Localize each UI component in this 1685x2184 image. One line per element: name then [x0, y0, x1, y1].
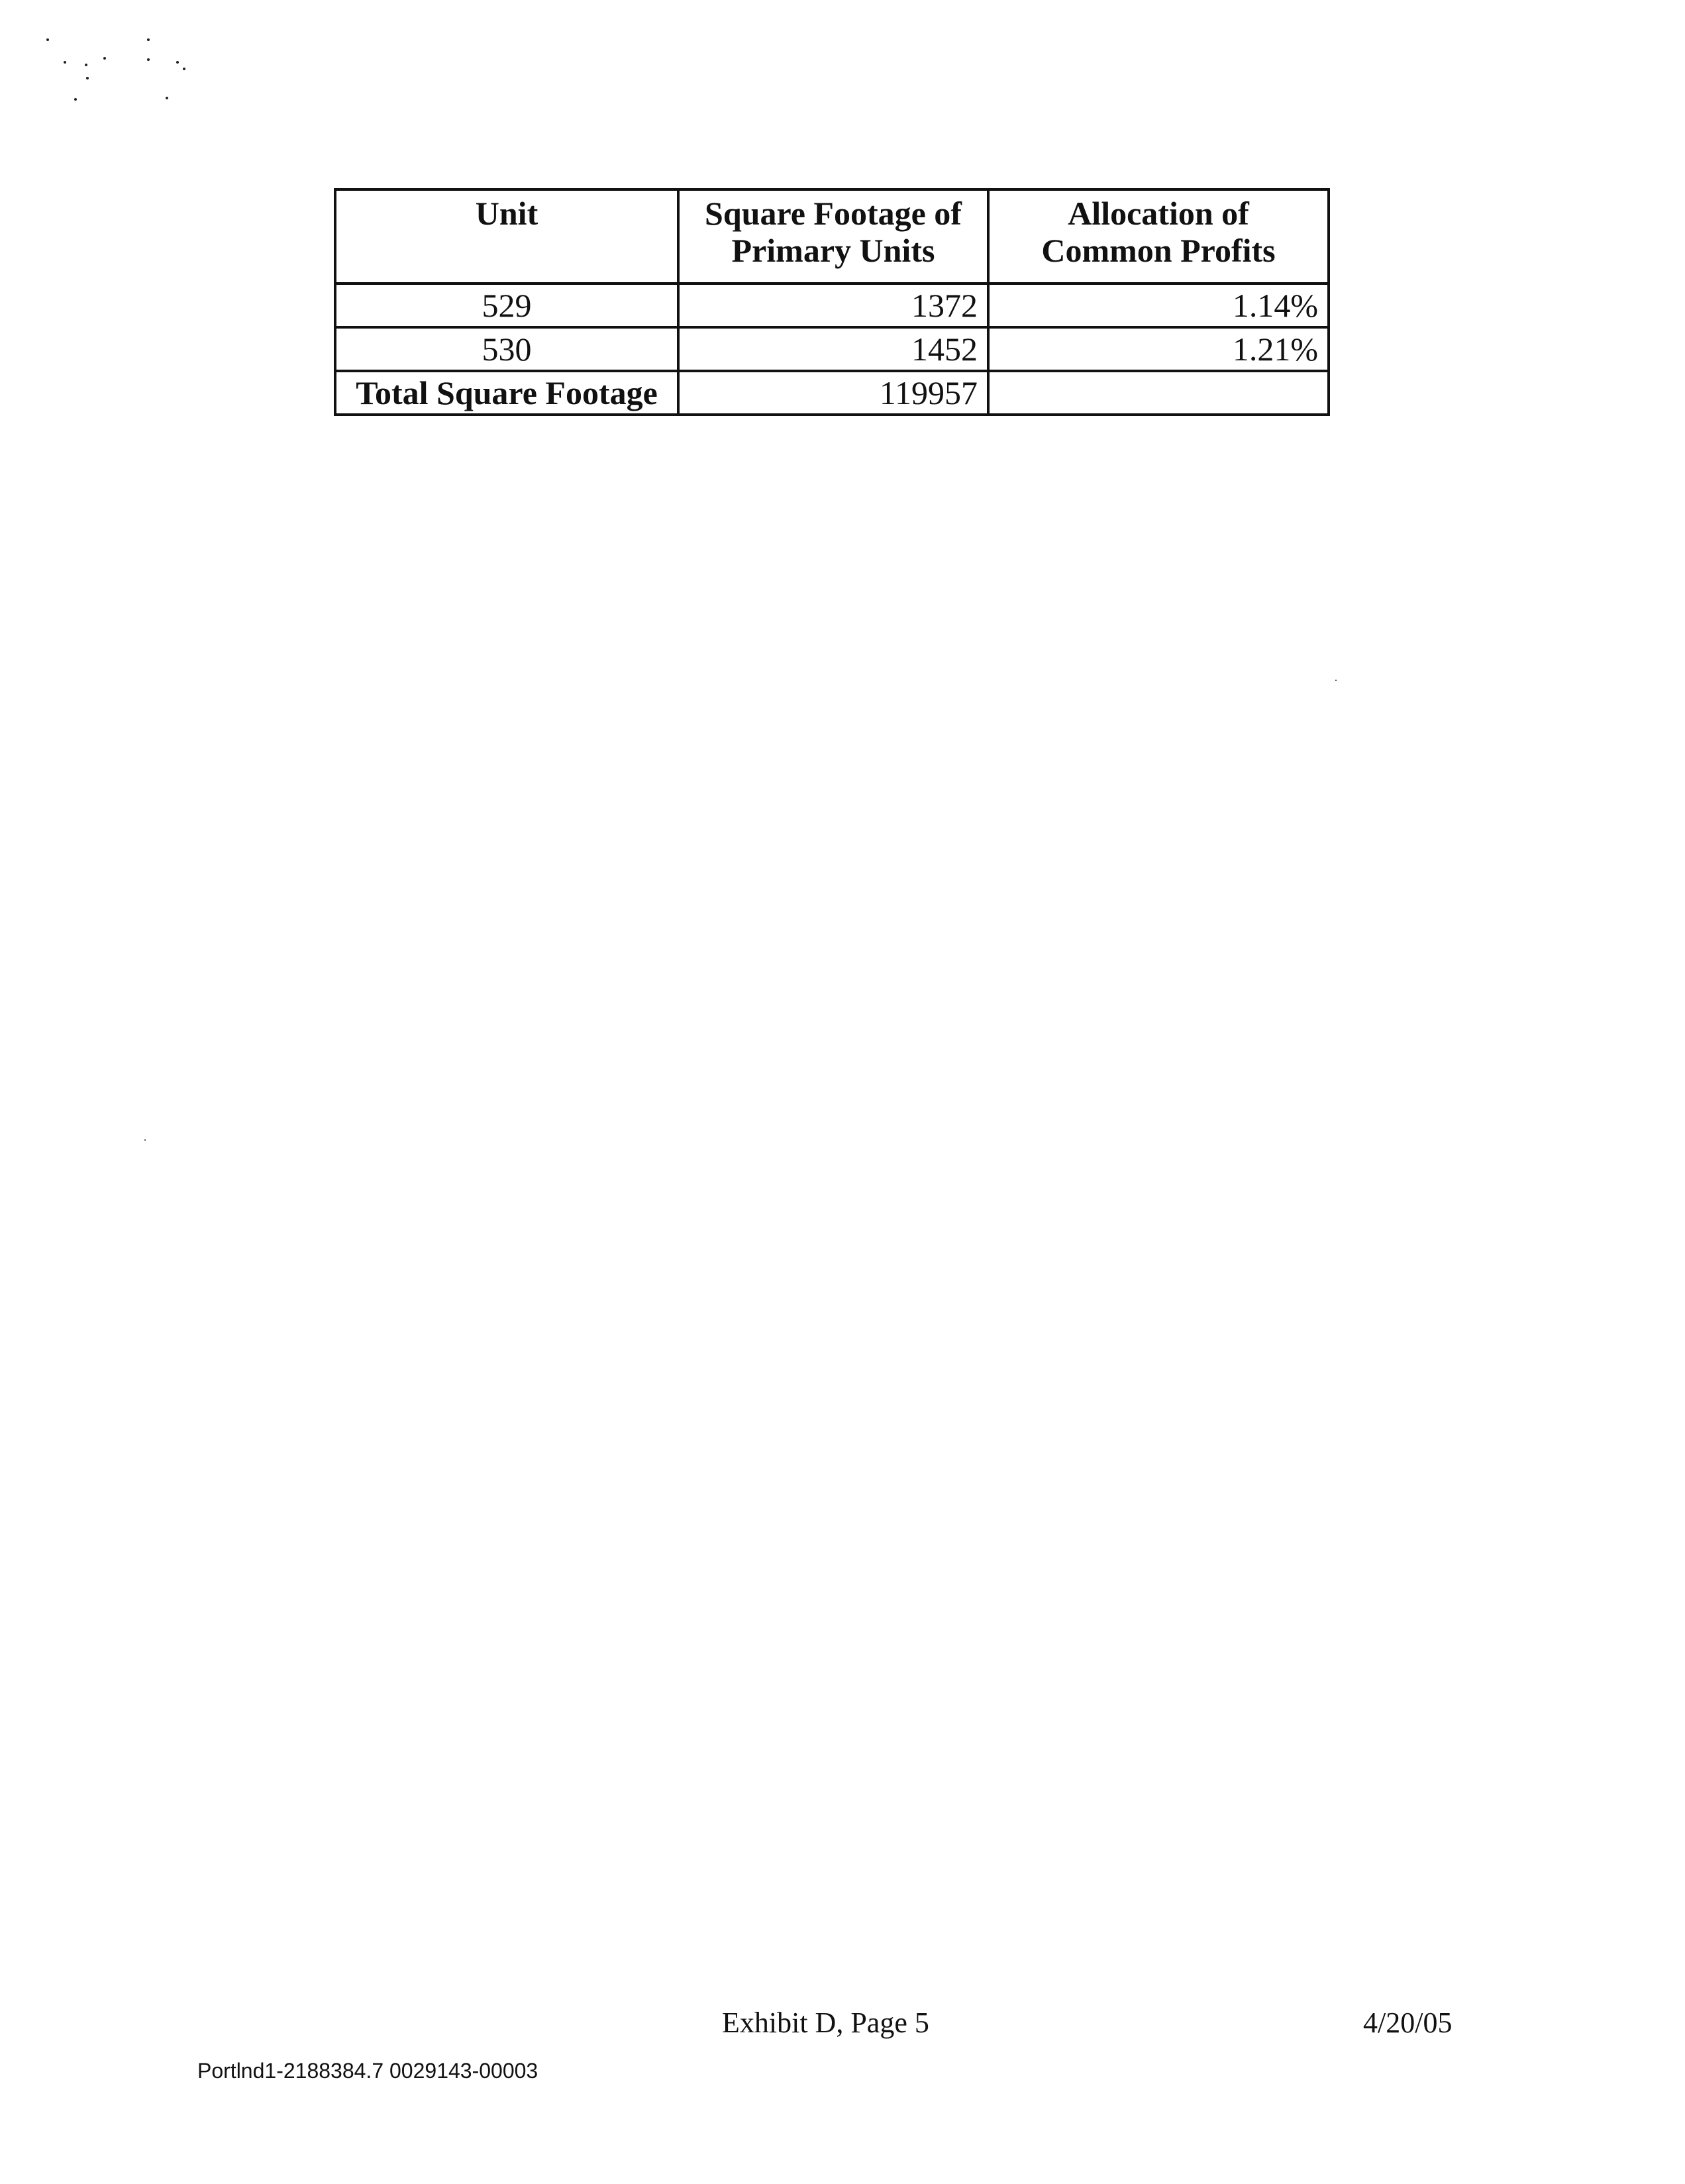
- footer-date: 4/20/05: [1363, 2006, 1453, 2039]
- cell-sqft: 1452: [678, 327, 988, 371]
- footer-exhibit: Exhibit D, Page 5: [722, 2006, 929, 2039]
- table-row: [335, 327, 1329, 371]
- table-header-row: [335, 189, 1329, 284]
- speck: [183, 68, 185, 70]
- speck: [74, 98, 77, 101]
- header-allocation: Allocation of Common Profits: [988, 189, 1329, 284]
- speck: [166, 97, 168, 99]
- footer-doc-id: Portlnd1-2188384.7 0029143-00003: [197, 2059, 538, 2083]
- cell-allocation: 1.14%: [988, 284, 1329, 327]
- cell-unit: 530: [335, 327, 678, 371]
- speck: [1335, 680, 1337, 681]
- total-allocation: [988, 371, 1329, 415]
- speck: [144, 1139, 146, 1141]
- speck: [46, 38, 49, 41]
- speck: [176, 61, 179, 64]
- header-unit: Unit: [335, 189, 678, 284]
- allocation-table: [334, 188, 1330, 416]
- speck: [64, 61, 66, 64]
- cell-allocation: 1.21%: [988, 327, 1329, 371]
- speck: [86, 77, 89, 79]
- total-label: Total Square Footage: [335, 371, 678, 415]
- speck: [103, 57, 106, 60]
- table-row: [335, 284, 1329, 327]
- header-square-footage: Square Footage of Primary Units: [678, 189, 988, 284]
- total-sqft: 119957: [678, 371, 988, 415]
- speck: [85, 64, 87, 66]
- speck: [147, 58, 150, 61]
- table-total-row: [335, 371, 1329, 415]
- cell-sqft: 1372: [678, 284, 988, 327]
- cell-unit: 529: [335, 284, 678, 327]
- speck: [147, 38, 150, 41]
